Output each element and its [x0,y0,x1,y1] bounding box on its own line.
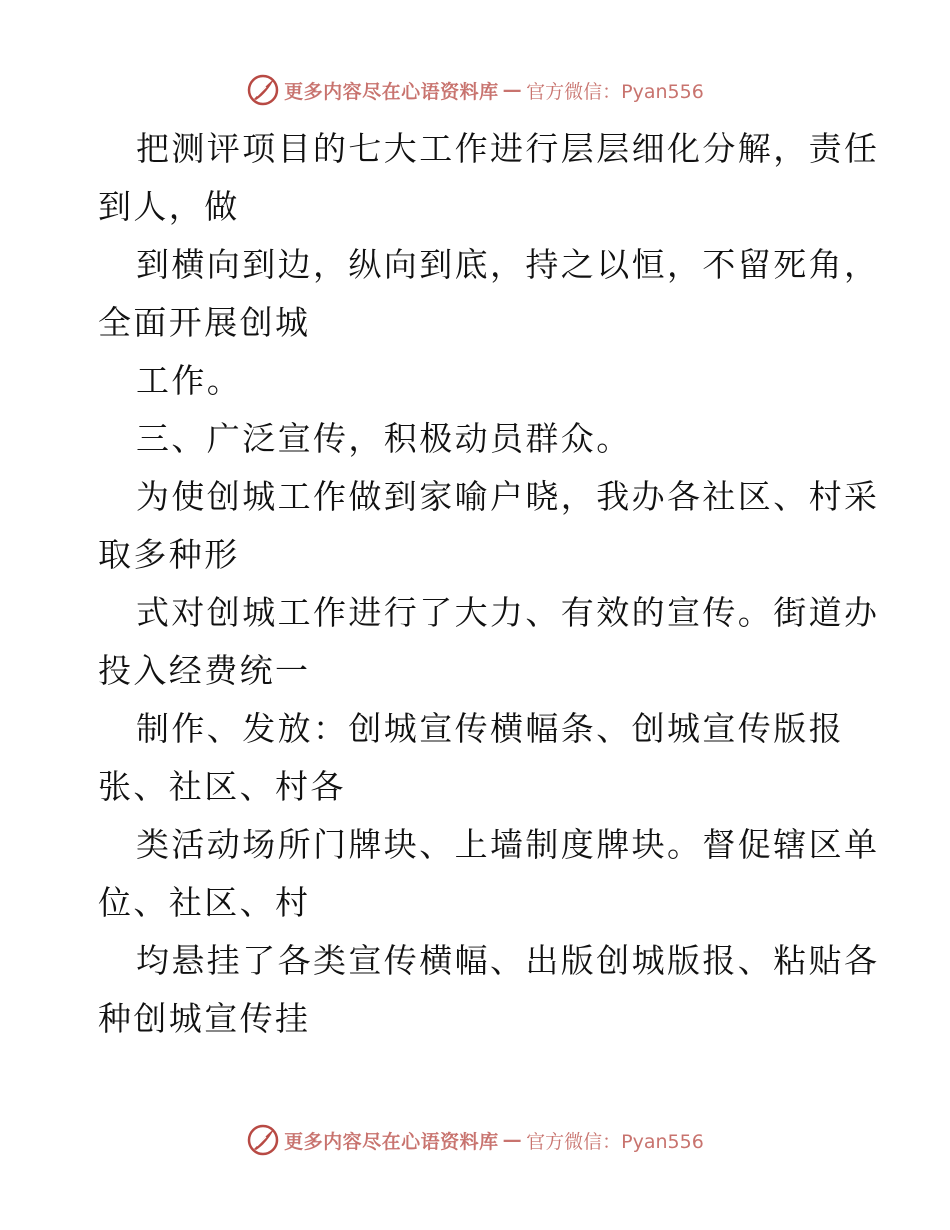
text-line: 位、社区、村 [98,883,311,922]
footer-wechat-text: 官方微信：Pyan556 [526,1130,704,1153]
feather-quill-logo-icon [246,73,280,107]
footer-dash: — [502,1129,523,1151]
text-line: 制作、发放：创城宣传横幅条、创城宣传版报 [136,709,844,748]
text-line: 三、广泛宣传，积极动员群众。 [136,419,632,458]
header-banner-inner [246,73,704,107]
text-line: 到横向到边，纵向到底，持之以恒，不留死角， [136,245,880,284]
text-line: 种创城宣传挂 [98,999,311,1038]
document-body [98,120,880,1048]
text-line: 全面开展创城 [98,303,311,342]
header-banner [0,70,950,110]
text-line: 均悬挂了各类宣传横幅、出版创城版报、粘贴各 [136,941,880,980]
text-line: 取多种形 [98,535,240,574]
header-wechat-text: 官方微信：Pyan556 [526,80,704,103]
feather-quill-logo-icon [246,1123,280,1157]
text-line: 式对创城工作进行了大力、有效的宣传。街道办 [136,593,880,632]
text-line: 类活动场所门牌块、上墙制度牌块。督促辖区单 [136,825,880,864]
text-line: 到人，做 [98,187,240,226]
header-brand-text: 更多内容尽在心语资料库 [284,80,499,103]
text-line: 把测评项目的七大工作进行层层细化分解，责任 [136,129,880,168]
header-dash: — [502,79,523,101]
text-line: 张、社区、村各 [98,767,346,806]
text-line: 工作。 [136,361,243,400]
text-line: 投入经费统一 [98,651,311,690]
footer-banner-inner [246,1123,704,1157]
footer-banner [0,1120,950,1160]
text-line: 为使创城工作做到家喻户晓，我办各社区、村采 [136,477,880,516]
footer-brand-text: 更多内容尽在心语资料库 [284,1130,499,1153]
